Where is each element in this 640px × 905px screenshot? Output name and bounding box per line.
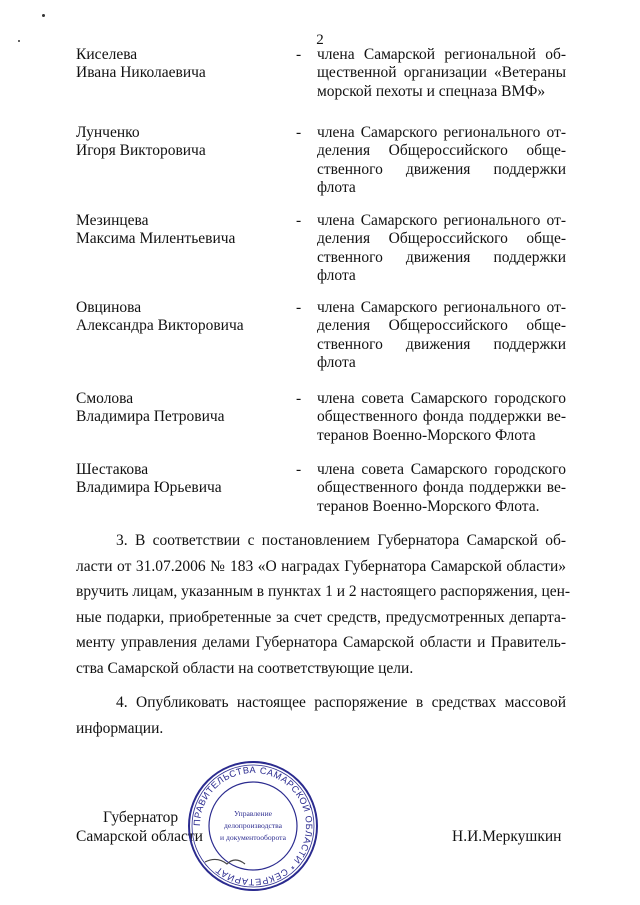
seal-ring-text: ПРАВИТЕЛЬСТВА САМАРСКОЙ ОБЛАСТИ * СЕКРЕТАРИАТ (191, 764, 315, 888)
scan-speck (42, 14, 45, 17)
appointee-role-line: деления Общероссийского обще- (317, 317, 566, 335)
appointee-role-line: щественной организации «Ветераны (317, 64, 566, 82)
paragraph-line: 3. В соответствии с постановлением Губернатора Самарской об- (116, 532, 566, 549)
appointee-role-line: теранов Военно-Морского Флота. (317, 497, 540, 515)
appointee-role-line: члена Самарского регионального от- (317, 124, 566, 141)
appointee-role-line: члена совета Самарского городского (317, 461, 566, 478)
paragraph-line: 4. Опубликовать настоящее распоряжение в средствах массовой (116, 694, 566, 711)
appointee-role-line: деления Общероссийского обще- (317, 142, 566, 160)
appointee-role-line: флота (317, 267, 356, 285)
appointee-role (317, 390, 566, 445)
appointee-role (317, 461, 566, 516)
appointee-name-line: Смолова (76, 390, 134, 407)
appointee-name (76, 46, 286, 83)
appointee-role-line: ственного движения поддержки (317, 248, 566, 266)
appointee-role-line: флота (317, 179, 356, 197)
appointee-name-line: Шестакова (76, 461, 149, 478)
appointee-name (76, 212, 286, 249)
appointee-role-line: общественного фонда поддержки ве- (317, 408, 566, 426)
paragraph-line: информации. (76, 719, 164, 737)
appointee-role-line: ственного движения поддержки (317, 160, 566, 178)
appointee-role-line: морской пехоты и спецназа ВМФ» (317, 82, 546, 100)
appointee-name-line: Киселева (76, 46, 138, 63)
appointee-name-line: Мезинцева (76, 212, 149, 229)
appointee-name (76, 299, 286, 336)
appointee-role-line: члена совета Самарского городского (317, 390, 566, 407)
entry-dash: - (296, 212, 302, 229)
entry-dash: - (296, 46, 302, 63)
signatory-title-line: Губернатор (103, 809, 179, 826)
appointee-role-line: члена Самарской региональной об- (317, 46, 566, 63)
paragraph-line: ные подарки, приобретенные за счет средств, предусмотренных департа- (76, 608, 566, 626)
appointee-role-line: теранов Военно-Морского Флота (317, 426, 536, 444)
appointee-name-line: Овцинова (76, 299, 142, 316)
appointee-name-line: Лунченко (76, 124, 140, 141)
appointee-name-line: Игоря Викторовича (76, 142, 206, 160)
appointee-name (76, 390, 286, 427)
official-seal-stamp (185, 758, 321, 894)
paragraph-4 (76, 690, 566, 741)
entry-dash: - (296, 299, 302, 316)
appointee-role-line: деления Общероссийского обще- (317, 230, 566, 248)
appointee-name-line: Максима Милентьевича (76, 230, 236, 248)
appointee-name (76, 124, 286, 161)
seal-center-line: и документооборота (220, 833, 286, 842)
appointee-role-line: общественного фонда поддержки ве- (317, 479, 566, 497)
signatory-name: Н.И.Меркушкин (452, 828, 562, 845)
appointee-role (317, 299, 566, 373)
appointee-role-line: члена Самарского регионального от- (317, 299, 566, 316)
signatory-title-line: Самарской области (76, 828, 203, 845)
paragraph-line: ласти от 31.07.2006 № 183 «О наградах Губернатора Самарской области» (76, 557, 566, 575)
appointee-name (76, 461, 286, 498)
appointee-role-line: ственного движения поддержки (317, 335, 566, 353)
paragraph-line: ства Самарской области на соответствующие цели. (76, 659, 414, 677)
paragraph-line: вручить лицам, указанным в пунктах 1 и 2 настоящего распоряжения, цен- (76, 583, 571, 600)
seal-center-line: делопроизводства (223, 821, 283, 830)
appointee-name-line: Владимира Юрьевича (76, 479, 222, 497)
entry-dash: - (296, 461, 302, 478)
entry-dash: - (296, 390, 302, 407)
appointee-role (317, 212, 566, 286)
paragraph-3 (76, 528, 571, 681)
appointee-name-line: Александра Викторовича (76, 317, 244, 335)
page-number: 2 (316, 32, 324, 48)
appointee-name-line: Ивана Николаевича (76, 64, 206, 82)
appointee-name-line: Владимира Петровича (76, 408, 225, 426)
appointee-role-line: члена Самарского регионального от- (317, 212, 566, 229)
paragraph-line: менту управления делами Губернатора Самарской области и Правитель- (76, 634, 566, 651)
appointee-role-line: флота (317, 354, 356, 372)
appointee-role (317, 124, 566, 198)
signatory-title (76, 808, 203, 846)
entry-dash: - (296, 124, 302, 141)
appointee-role (317, 46, 566, 101)
seal-center-line: Управление (233, 809, 273, 818)
